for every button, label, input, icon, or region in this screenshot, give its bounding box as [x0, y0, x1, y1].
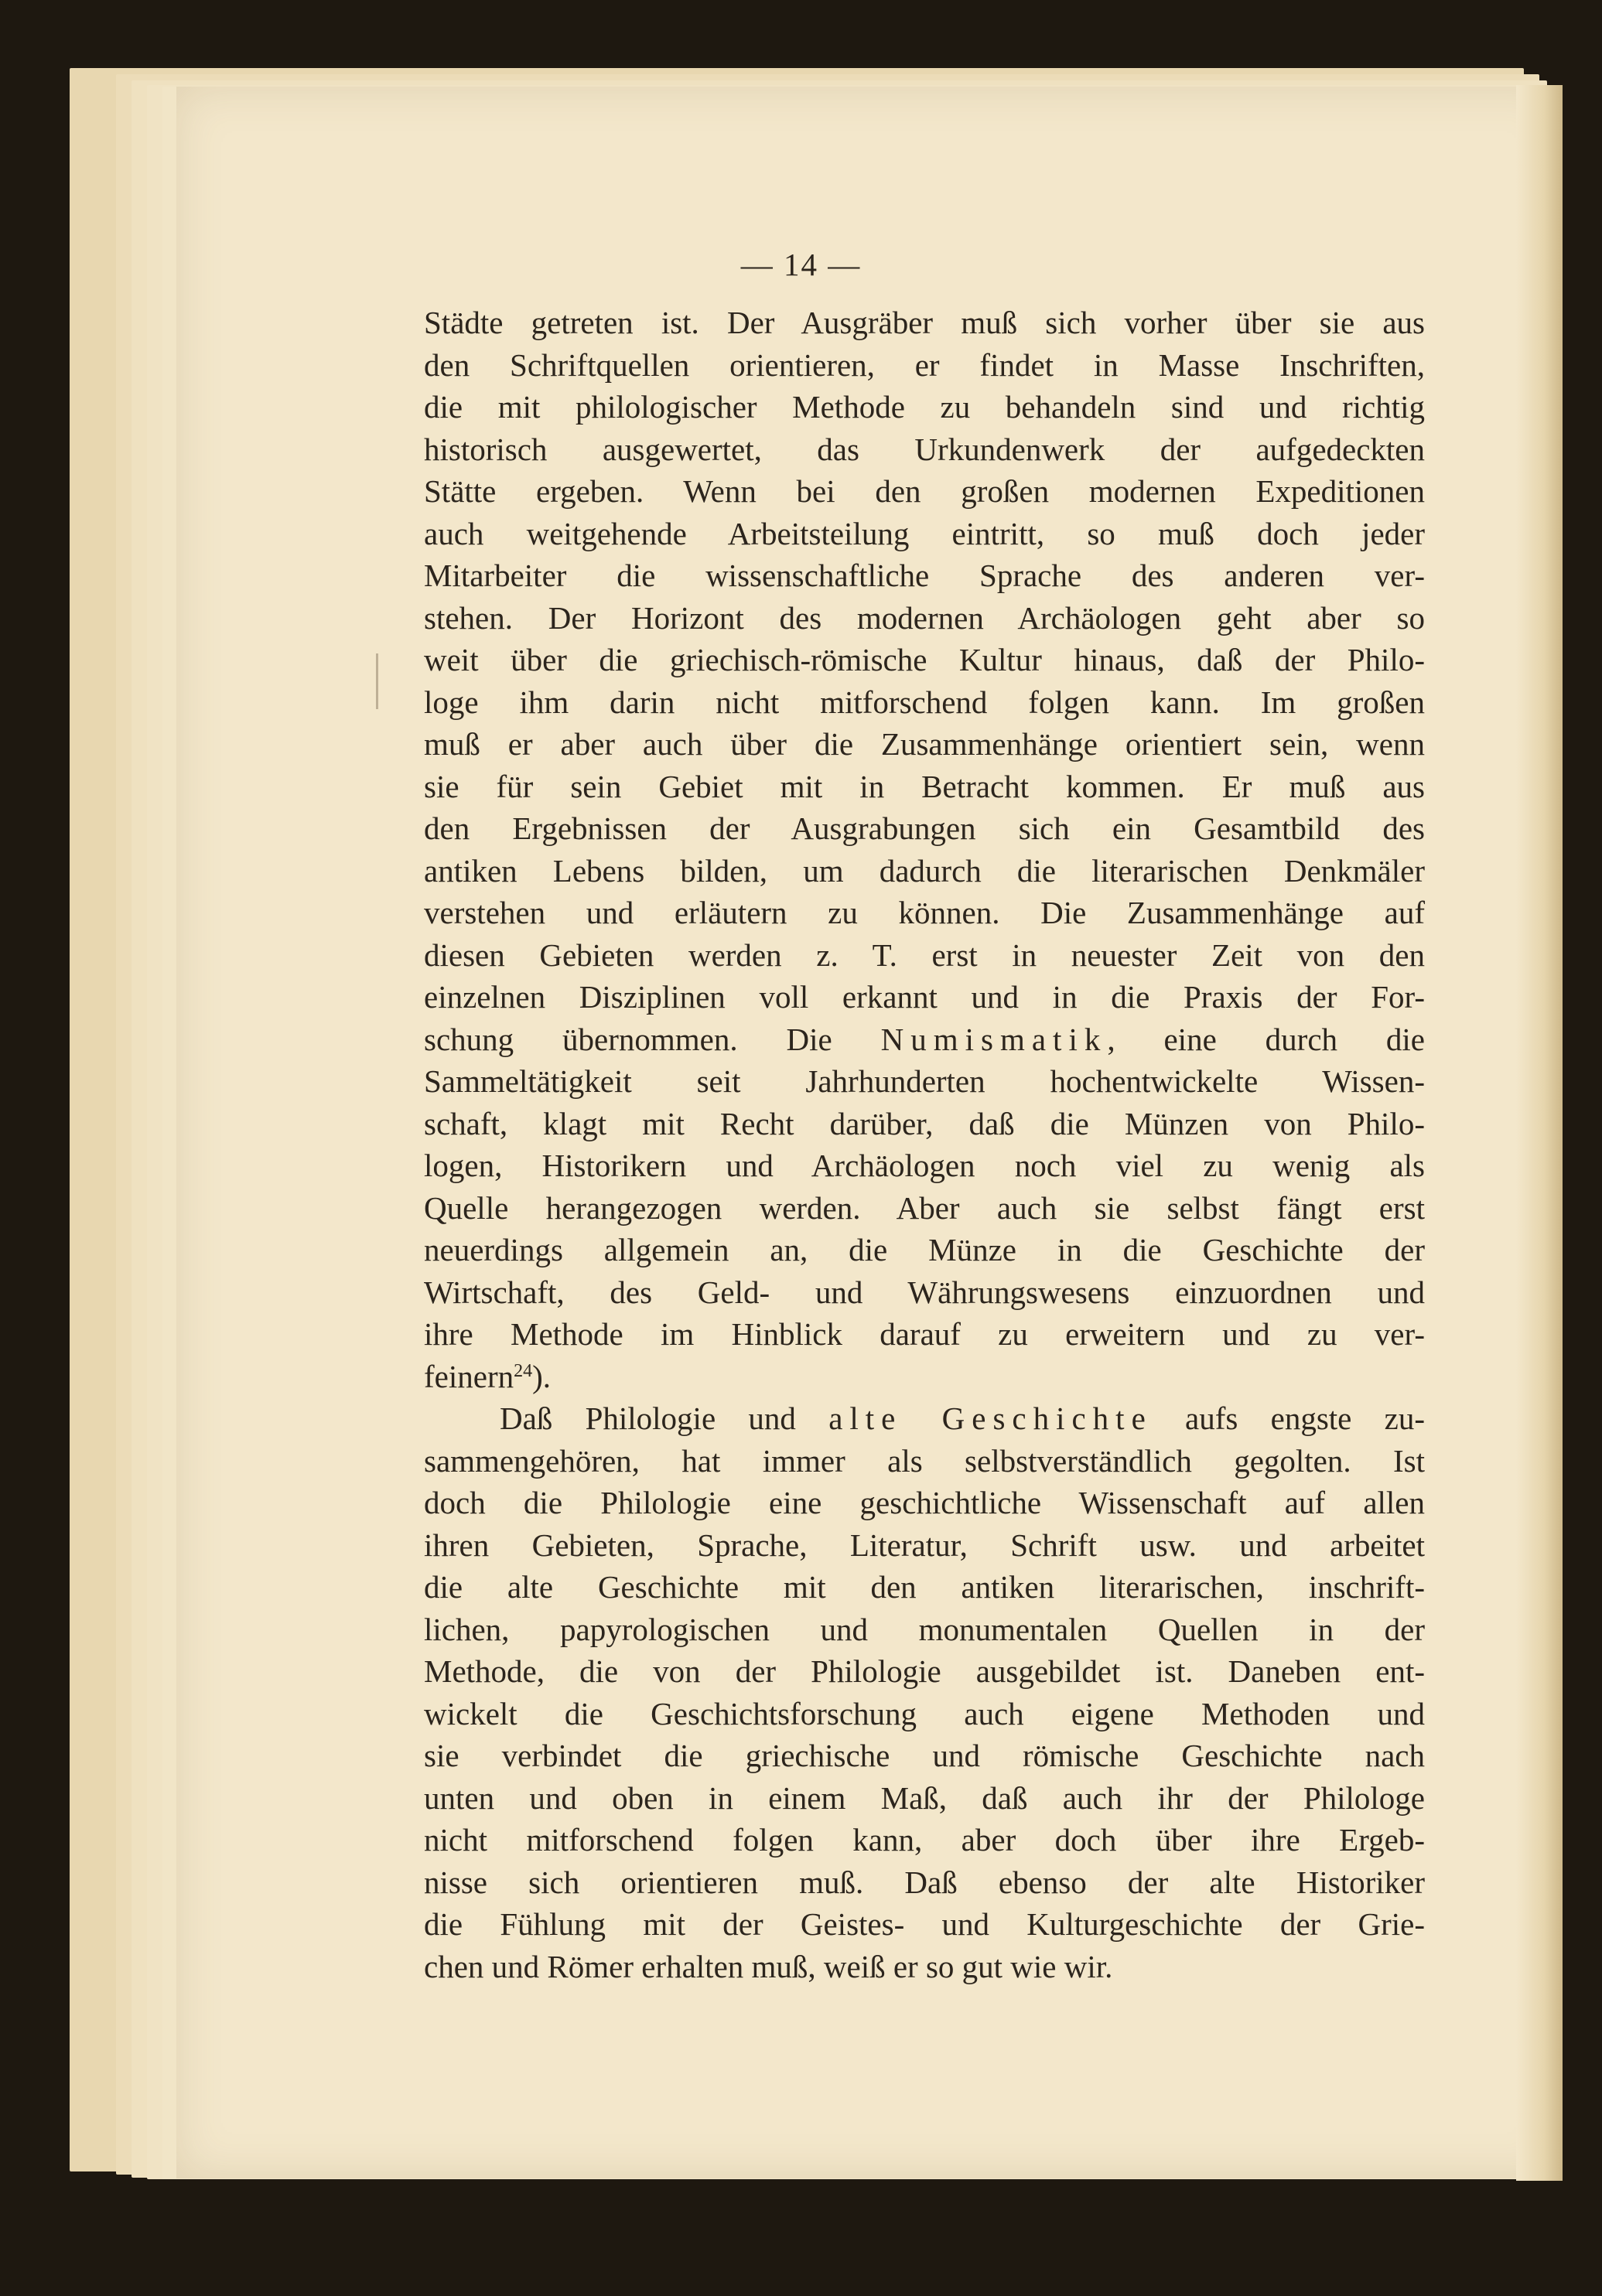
- text-line: [424, 892, 1425, 934]
- line-text: die mit philologischer Methode zu behandeln sind und richtig: [424, 389, 1425, 425]
- text-line: [424, 1566, 1425, 1609]
- line-text: antiken Lebens bilden, um dadurch die literarischen Denkmäler: [424, 852, 1425, 889]
- text-line: [424, 1482, 1425, 1524]
- text-line: [424, 554, 1425, 597]
- line-text: nisse sich orientieren muß. Daß ebenso der alte Historiker: [424, 1864, 1425, 1900]
- line-text: weit über die griechisch-römische Kultur hinaus, daß der Philo-: [424, 642, 1425, 677]
- page-fold-shadow: [1516, 85, 1563, 2181]
- line-text: nicht mitforschend folgen kann, aber doch über ihre Ergeb-: [424, 1822, 1425, 1858]
- text-line: [424, 1397, 1425, 1440]
- text-line: [424, 1103, 1425, 1145]
- page-number: — 14 —: [740, 247, 862, 282]
- text-line: [424, 470, 1425, 513]
- line-text: Quelle herangezogen werden. Aber auch sie selbst fängt erst: [424, 1189, 1425, 1226]
- text-line: [424, 1777, 1425, 1820]
- text-line: [424, 1313, 1425, 1356]
- text-line: [424, 1356, 1425, 1398]
- text-line: [424, 1018, 1425, 1061]
- line-text: doch die Philologie eine geschichtliche Wissenschaft auf allen: [424, 1485, 1425, 1520]
- text-line: [424, 1861, 1425, 1904]
- line-text: aufs engste zu-: [1152, 1400, 1425, 1436]
- text-line: [424, 1271, 1425, 1314]
- text-line: [424, 1187, 1425, 1230]
- text-line: [424, 934, 1425, 977]
- line-text: , eine durch die: [1107, 1021, 1426, 1057]
- line-text: loge ihm darin nicht mitforschend folgen kann. Im großen: [424, 684, 1425, 720]
- line-text: Methode, die von der Philologie ausgebildet ist. Daneben ent-: [424, 1653, 1425, 1689]
- text-line: [424, 1693, 1425, 1735]
- text-line: [424, 597, 1425, 640]
- line-text: sammengehören, hat immer als selbstverständlich gegolten. Ist: [424, 1442, 1425, 1479]
- line-text: die Fühlung mit der Geistes- und Kulturgeschichte der Grie-: [424, 1906, 1425, 1942]
- line-text: sie für sein Gebiet mit in Betracht kommen. Er muß aus: [424, 768, 1425, 804]
- body-text: [424, 302, 1425, 1987]
- text-line: [424, 681, 1425, 724]
- line-text: Städte getreten ist. Der Ausgräber muß sich vorher über sie aus: [424, 305, 1425, 340]
- text-line: [424, 513, 1425, 555]
- line-text: stehen. Der Horizont des modernen Archäologen geht aber so: [424, 599, 1425, 636]
- text-line: [424, 850, 1425, 892]
- text-line: [424, 1609, 1425, 1651]
- text-line: [424, 1819, 1425, 1861]
- line-text: Daß Philologie und: [500, 1400, 829, 1436]
- text-line: [424, 1650, 1425, 1693]
- line-text: schaft, klagt mit Recht darüber, daß die Münzen von Philo-: [424, 1105, 1425, 1141]
- text-line: [424, 807, 1425, 850]
- line-text: ).: [532, 1358, 551, 1394]
- text-line: [424, 1145, 1425, 1187]
- footnote-reference: 24: [514, 1360, 533, 1381]
- line-text: muß er aber auch über die Zusammenhänge orientiert sein, wenn: [424, 726, 1425, 762]
- line-text: wickelt die Geschichtsforschung auch eigene Methoden und: [424, 1695, 1425, 1731]
- text-line: [424, 723, 1425, 766]
- margin-mark: [376, 653, 378, 709]
- line-text: Sammeltätigkeit seit Jahrhunderten hochentwickelte Wissen-: [424, 1063, 1425, 1099]
- text-line: [424, 1735, 1425, 1777]
- line-text: chen und Römer erhalten muß, weiß er so gut wie wir.: [424, 1948, 1113, 1984]
- text-line: [424, 1229, 1425, 1271]
- line-text: schung übernommen. Die: [424, 1021, 881, 1057]
- line-text: diesen Gebieten werden z. T. erst in neuester Zeit von den: [424, 936, 1425, 973]
- line-text: logen, Historikern und Archäologen noch viel zu wenig als: [424, 1148, 1425, 1183]
- emphasized-term: Numismatik: [880, 1021, 1108, 1057]
- line-text: einzelnen Disziplinen voll erkannt und in die Praxis der For-: [424, 979, 1425, 1015]
- text-line: [424, 1946, 1425, 1988]
- line-text: feinern: [424, 1358, 514, 1394]
- line-text: Wirtschaft, des Geld- und Währungswesens einzuordnen und: [424, 1274, 1425, 1310]
- line-text: neuerdings allgemein an, die Münze in die Geschichte der: [424, 1232, 1425, 1267]
- text-line: [424, 428, 1425, 471]
- line-text: Stätte ergeben. Wenn bei den großen modernen Expeditionen: [424, 473, 1425, 509]
- text-line: [424, 302, 1425, 344]
- line-text: den Ergebnissen der Ausgrabungen sich ein Gesamtbild des: [424, 810, 1425, 846]
- line-text: verstehen und erläutern zu können. Die Zusammenhänge auf: [424, 895, 1425, 930]
- text-line: [424, 1060, 1425, 1103]
- line-text: Mitarbeiter die wissenschaftliche Sprache des anderen ver-: [424, 558, 1425, 593]
- line-text: auch weitgehende Arbeitsteilung eintritt, so muß doch jeder: [424, 515, 1425, 551]
- line-text: ihren Gebieten, Sprache, Literatur, Schrift usw. und arbeitet: [424, 1527, 1425, 1563]
- line-text: ihre Methode im Hinblick darauf zu erweitern und zu ver-: [424, 1316, 1425, 1352]
- text-line: [424, 1903, 1425, 1946]
- text-line: [424, 976, 1425, 1018]
- line-text: sie verbindet die griechische und römische Geschichte nach: [424, 1738, 1425, 1773]
- text-line: [424, 766, 1425, 808]
- line-text: die alte Geschichte mit den antiken literarischen, inschrift-: [424, 1569, 1425, 1605]
- line-text: unten und oben in einem Maß, daß auch ihr der Philologe: [424, 1779, 1425, 1816]
- line-text: historisch ausgewertet, das Urkundenwerk der aufgedeckten: [424, 431, 1425, 467]
- text-line: [424, 639, 1425, 681]
- line-text: den Schriftquellen orientieren, er findet in Masse Inschriften,: [424, 346, 1425, 383]
- emphasized-term: alte Geschichte: [828, 1400, 1153, 1436]
- text-line: [424, 344, 1425, 387]
- text-line: [424, 1524, 1425, 1567]
- line-text: lichen, papyrologischen und monumentalen Quellen in der: [424, 1611, 1425, 1647]
- text-line: [424, 386, 1425, 428]
- text-line: [424, 1440, 1425, 1482]
